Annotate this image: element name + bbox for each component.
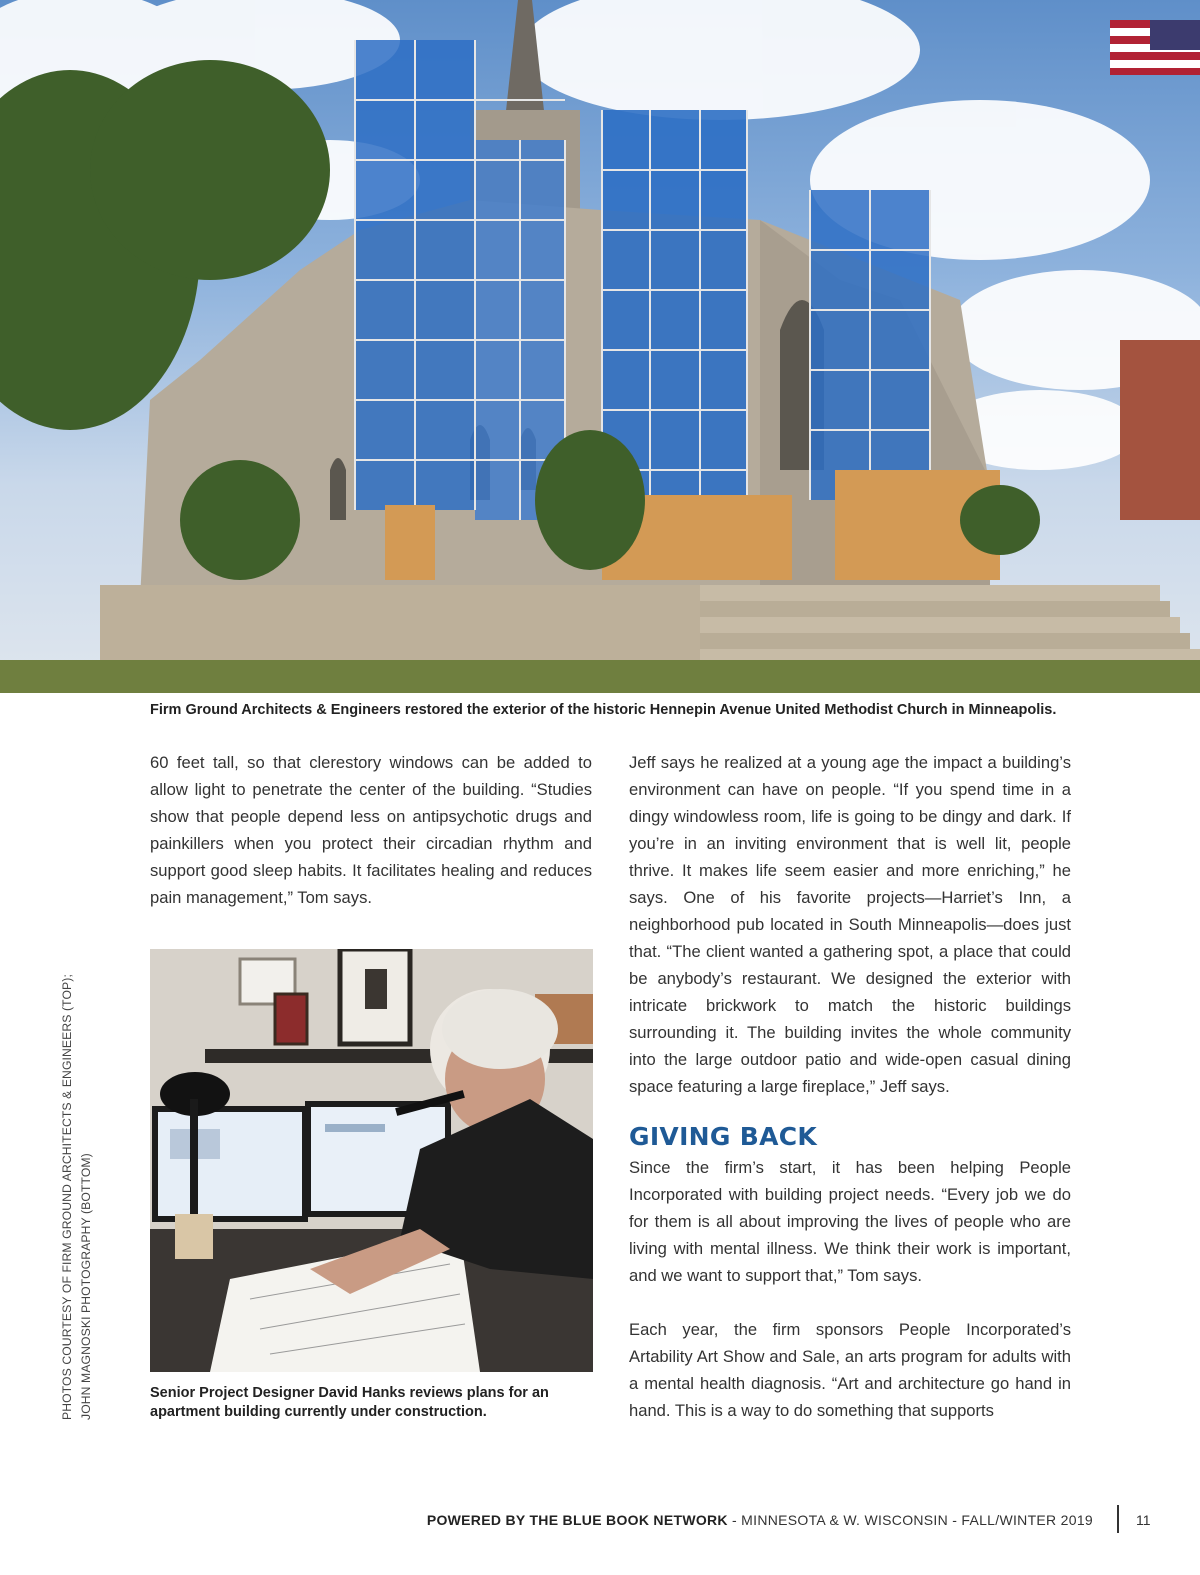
- page-number: 11: [1136, 1512, 1151, 1528]
- hero-caption: Firm Ground Architects & Engineers restored the exterior of the historic Hennepin Avenue United Methodist Church in Minneapolis.: [150, 702, 1057, 718]
- right-column: [629, 749, 1071, 1424]
- photo-credit-line: JOHN MAGNOSKI PHOTOGRAPHY (BOTTOM): [79, 1153, 93, 1420]
- left-column: [150, 749, 592, 911]
- body-paragraph: Jeff says he realized at a young age the impact a building’s environment can have on people. “If you spend time in a dingy windowless room, life is going to be dingy and dark. If you’re in an inviting environment that is well lit, people thrive. It makes life seem easier and more enriching,” he says. One of his favorite projects—Harriet’s Inn, a neighborhood pub located in South Minneapolis—does just that. “The client wanted a gathering spot, a place that could be anybody’s restaurant. We designed the exterior with intricate brickwork to match the historic buildings surrounding it. The building invites the whole community into the large outdoor patio and wide-open casual dining space featuring a large fireplace,” Jeff says.: [629, 753, 1071, 1096]
- stairs: [700, 585, 1200, 665]
- footer-divider: [1117, 1505, 1119, 1533]
- body-paragraph: Since the firm’s start, it has been helping People Incorporated with building project needs. “Every job we do for them is all about improving the lives of people who are living with mental illness. We think their work is important, and we want to support that,” Tom says.: [629, 1158, 1071, 1285]
- designer-illustration: [150, 949, 593, 1372]
- photo-credit: [58, 960, 96, 1420]
- stone-base: [100, 585, 700, 665]
- section-heading: GIVING BACK: [629, 1122, 818, 1151]
- flag: [1110, 20, 1200, 75]
- hero-photo: [0, 0, 1200, 693]
- inset-photo: [150, 949, 593, 1372]
- footer-brand: POWERED BY THE BLUE BOOK NETWORK: [426, 1512, 728, 1528]
- footer-edition: - MINNESOTA & W. WISCONSIN - FALL/WINTER 2019: [727, 1512, 1093, 1528]
- footer: [400, 1512, 1093, 1528]
- photo-credit-line: PHOTOS COURTESY OF FIRM GROUND ARCHITECTS & ENGINEERS (TOP);: [60, 974, 74, 1420]
- scaffolding: [355, 40, 930, 520]
- body-paragraph: 60 feet tall, so that clerestory windows can be added to allow light to penetrate the center of the building. “Studies show that people depend less on antipsychotic drugs and painkillers when you protect their circadian rhythm and support good sleep habits. It facilitates healing and reduces pain management,” Tom says.: [150, 753, 592, 907]
- body-paragraph: Each year, the firm sponsors People Incorporated’s Artability Art Show and Sale, an arts program for adults with a mental health diagnosis. “Art and architecture go hand in hand. This is a way to do something that supports: [629, 1320, 1071, 1420]
- inset-caption: Senior Project Designer David Hanks reviews plans for an apartment building currently under construction.: [150, 1385, 549, 1420]
- church-illustration: [0, 0, 1200, 693]
- brick-building: [1120, 340, 1200, 520]
